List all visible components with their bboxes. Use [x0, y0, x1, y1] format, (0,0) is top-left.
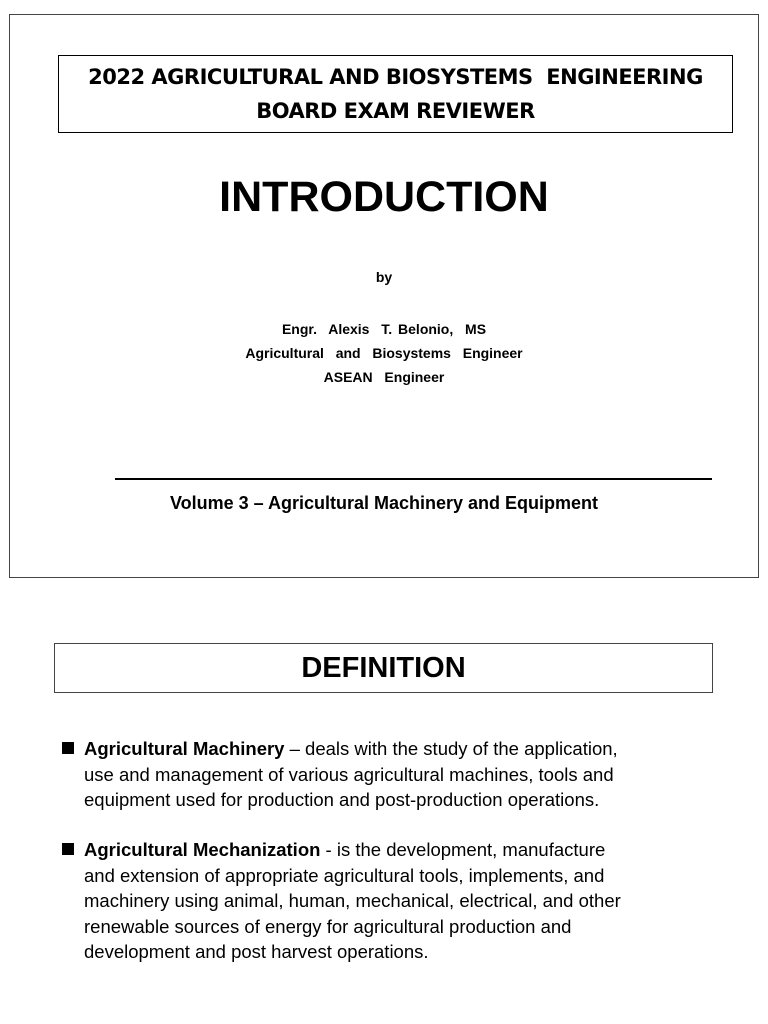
page-title: INTRODUCTION — [219, 173, 549, 221]
definition-text: – deals with the study of the application, — [284, 738, 618, 759]
author-title-2: ASEAN Engineer — [323, 369, 445, 385]
definition-text-line: renewable sources of energy for agricultural production and — [84, 915, 572, 937]
definition-title-box — [54, 643, 713, 693]
definition-term: Agricultural Mechanization — [84, 839, 321, 860]
definition-text-line: and extension of appropriate agricultural tools, implements, and — [84, 864, 605, 886]
definition-text-line: development and post harvest operations. — [84, 941, 429, 962]
definition-text: - is the development, manufacture — [320, 839, 606, 860]
definition-title: DEFINITION — [301, 651, 466, 684]
author-name: Engr. Alexis T. Belonio, MS — [281, 321, 487, 337]
author-title-1: Agricultural and Biosystems Engineer — [245, 345, 523, 361]
definition-item — [62, 736, 722, 813]
definition-text-line: use and management of various agricultural machines, tools and — [84, 763, 614, 785]
author-block — [10, 317, 758, 389]
square-bullet-icon — [62, 742, 74, 754]
definition-item — [62, 837, 722, 965]
by-label: by — [375, 269, 393, 285]
definition-text-line: equipment used for production and post-production operations. — [84, 789, 600, 810]
definition-text-line: machinery using animal, human, mechanical, electrical, and other — [84, 890, 621, 911]
definition-term: Agricultural Machinery — [84, 738, 285, 759]
square-bullet-icon — [62, 843, 74, 855]
header-box — [58, 55, 733, 133]
title-slide — [9, 14, 759, 578]
header-line-1: 2022 AGRICULTURAL AND BIOSYSTEMS ENGINEERING — [88, 65, 703, 89]
header-line-2: BOARD EXAM REVIEWER — [256, 99, 535, 123]
divider-line — [115, 478, 712, 480]
volume-subtitle: Volume 3 – Agricultural Machinery and Equipment — [169, 493, 599, 513]
